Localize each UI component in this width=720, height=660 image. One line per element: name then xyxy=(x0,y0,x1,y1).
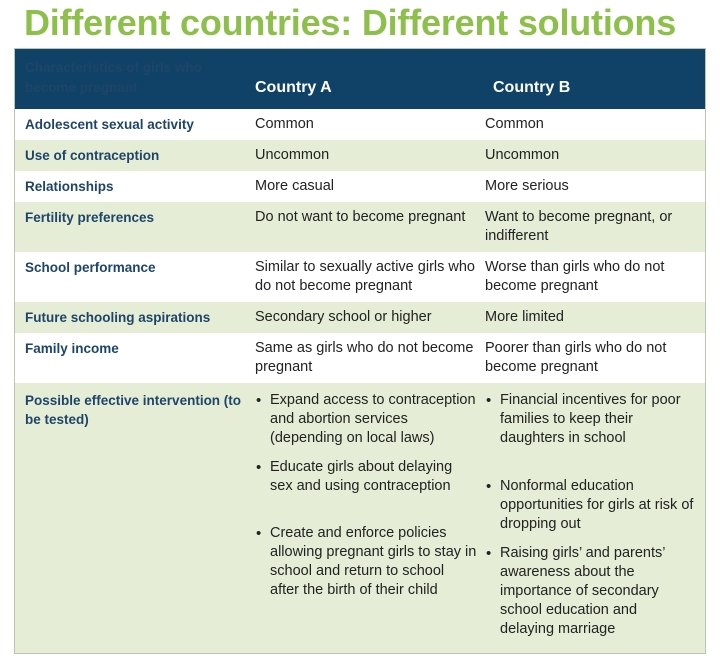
row-label: Future schooling aspirations xyxy=(25,310,211,325)
country-b-value: Poorer than girls who do not become pregnant xyxy=(485,340,667,375)
country-b-interventions xyxy=(485,383,705,654)
header-country-a: Country A xyxy=(255,79,332,96)
country-a-value: Do not want to become pregnant xyxy=(255,209,466,225)
list-item: • Educate girls about delaying sex and using contraception xyxy=(255,458,477,496)
table-row xyxy=(15,171,705,202)
country-a-value: Uncommon xyxy=(255,147,330,163)
table-row xyxy=(15,333,705,383)
country-b-value: More serious xyxy=(485,178,569,194)
country-a-interventions xyxy=(255,383,485,654)
country-a-value: Common xyxy=(255,116,314,132)
header-characteristics: Characteristics of girls who become pregnant xyxy=(25,60,203,95)
table-header xyxy=(15,49,705,109)
country-b-value: Common xyxy=(485,116,544,132)
row-label: Adolescent sexual activity xyxy=(25,117,194,132)
country-b-value: More limited xyxy=(485,309,564,325)
list-item: • Create and enforce policies allowing pregnant girls to stay in school and return to school after the birth of their child xyxy=(255,524,477,600)
list-item: • Nonformal education opportunities for girls at risk of dropping out xyxy=(485,477,695,534)
row-label: Family income xyxy=(25,341,119,356)
country-a-value: Same as girls who do not become pregnant xyxy=(255,340,474,375)
list-item: • Expand access to contraception and abortion services (depending on local laws) xyxy=(255,391,477,448)
country-b-value: Uncommon xyxy=(485,147,560,163)
table-row xyxy=(15,202,705,252)
country-b-value: Want to become pregnant, or indifferent xyxy=(485,209,673,244)
table-row xyxy=(15,140,705,171)
country-a-value: Similar to sexually active girls who do not become pregnant xyxy=(255,259,475,294)
country-a-value: Secondary school or higher xyxy=(255,309,432,325)
list-item: • Financial incentives for poor families to keep their daughters in school xyxy=(485,391,695,448)
row-label: Fertility preferences xyxy=(25,210,155,225)
row-label: Possible effective intervention (to be tested) xyxy=(25,393,242,427)
table-row xyxy=(15,302,705,333)
table-row xyxy=(15,252,705,302)
intervention-row xyxy=(15,383,705,654)
country-a-value: More casual xyxy=(255,178,334,194)
country-b-value: Worse than girls who do not become pregnant xyxy=(485,259,665,294)
comparison-table xyxy=(14,48,706,654)
row-label: Relationships xyxy=(25,179,114,194)
row-label: Use of contraception xyxy=(25,148,160,163)
header-country-b: Country B xyxy=(493,79,571,96)
page-title: Different countries: Different solutions xyxy=(24,2,677,43)
table-row xyxy=(15,109,705,140)
list-item: • Raising girls’ and parents’ awareness about the importance of secondary school education and delaying marriage xyxy=(485,544,695,639)
row-label: School performance xyxy=(25,260,156,275)
